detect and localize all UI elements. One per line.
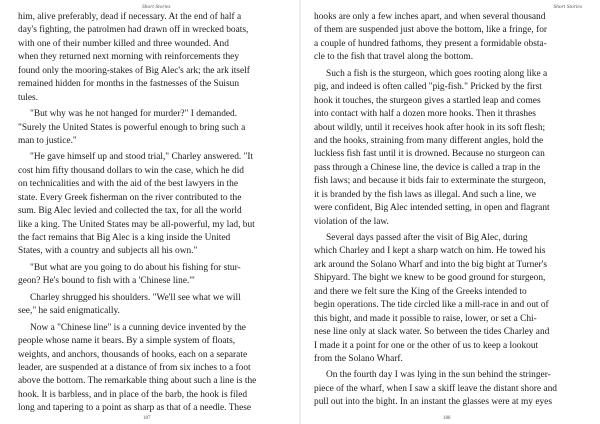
text-line: "Surely the United States is powerful enough to bring such a [18,122,246,133]
text-line: like a king. The United States may be all-powerful, my lad, but [18,219,255,230]
text-line: above the bottom. The remarkable thing about such a line is the [18,376,257,387]
paragraph [314,369,582,409]
text-line: Several days passed after the visit of Big Alec, during [326,233,528,243]
text-line: it is branded by the fish laws as illegal. And such a line, we [314,189,537,200]
text-line: on technicalities and with the aid of the best lawyers in the [18,179,238,190]
paragraph [18,11,286,105]
text-line: piece of the wharf, when I saw a skiff leave the distant shore and [314,383,557,394]
text-line: fish laws; and because it bids fair to exterminate the sturgeon, [314,176,546,187]
text-line: state. Every Greek fisherman on the river contributed to the [18,192,242,203]
text-line: him, alive preferably, dead if necessary. At the end of half a [18,12,242,22]
text-line: Now a "Chinese line" is a cunning device invented by the [30,322,246,333]
text-line: people whose name it bears. By a simple system of floats, [18,336,236,347]
text-line: see," he said enigmatically. [18,306,120,317]
text-line: were confident, Big Alec intended setting, in open and flagrant [314,203,550,214]
paragraph [18,151,286,259]
text-line: hook it touches, the sturgeon gives a startled leap and comes [314,95,541,106]
paragraph [314,68,582,229]
text-line: which Charley and I kept a sharp watch on him. He towed his [314,246,546,257]
text-line: when they returned next morning with reinforcements they [18,52,240,63]
text-line: the fact remains that Big Alec is a king inside the United [18,233,231,243]
running-head: Short Stories [142,4,171,10]
text-line: luckless fish fast until it is drowned. Because no sturgeon can [314,149,545,160]
paragraph [314,11,582,65]
right-page [300,0,600,424]
text-line: States, with a country and subjects all his own." [18,246,198,257]
text-line: I made it a point for one or the other of us to keep a lookout [314,340,539,351]
text-line: a couple of hundred fathoms, they present a formidable obsta- [314,38,547,49]
text-line: pull out into the bight. In an instant the glasses were at my eyes [314,397,552,408]
text-line: nese line only at slack water. So between the tides Charley and [314,327,550,338]
text-line: with one of their number killed and three wounded. And [18,38,229,49]
text-line: pass through a Chinese line, the device is called a trap in the [314,162,541,173]
text-line: this bight, and made it possible to raise, lower, or set a Chi- [314,313,537,324]
text-line: remained hidden for months in the fastnesses of the Suisun [18,79,240,90]
text-line: leader, are suspended at a distance of from six inches to a foot [18,362,251,373]
paragraph [18,262,286,289]
text-line: On the fourth day I was lying in the sun behind the stringer- [326,370,551,381]
text-line: man to justice." [18,135,77,146]
text-line: about wildly, until it receives hook after hook in its soft flesh; [314,122,546,133]
running-head: Short Stories [553,4,582,10]
text-line: long and tapering to a point as sharp as that of a needle. These [18,403,252,414]
text-line: Shipyard. The bight we knew to be good ground for sturgeon, [314,273,546,284]
paragraph [18,108,286,148]
text-line: sum. Big Alec levied and collected the tax, for all the world [18,206,242,217]
text-line: "But what are you going to do about his fishing for stur- [30,262,241,273]
text-line: cost him fifty thousand dollars to win the case, which he did [18,165,244,176]
text-line: into contact with half a dozen more hooks. Then it thrashes [314,109,536,120]
text-line: Charley shrugged his shoulders. "We'll see what we will [30,292,241,303]
right-page-text [314,11,582,410]
text-line: begin operations. The tide circled like a mill-race in and out of [314,300,549,311]
text-line: "He gave himself up and stood trial," Charley answered. "It [30,152,254,163]
text-line: geon? He's bound to fish with a 'Chinese line.'" [18,276,195,287]
text-line: weights, and anchors, thousands of hooks, each on a separate [18,349,248,360]
text-line: and the hooks, straining from many different angles, hold the [314,135,544,146]
text-line: of them are suspended just above the bottom, like a fringe, for [314,25,548,36]
text-line: pig, and indeed is often called "pig-fish." Pricked by the first [314,82,542,93]
left-page-text [18,11,286,416]
text-line: hook. It is barbless, and in place of the barb, the hook is filed [18,389,248,400]
page-number: 188 [443,416,451,421]
paragraph [18,322,286,416]
text-line: from the Solano Wharf. [314,353,403,364]
text-line: cle to the fish that travel along the bottom. [314,52,474,63]
text-line: ark around the Solano Wharf and into the big bight at Turner's [314,259,547,270]
page-number: 187 [143,416,151,421]
paragraph [314,232,582,366]
text-line: "But why was he not hanged for murder?" I demanded. [30,109,238,120]
text-line: tules. [18,92,39,103]
text-line: and there we felt sure the King of the Greeks intended to [314,286,527,297]
text-line: Such a fish is the sturgeon, which goes rooting along like a [326,68,548,79]
paragraph [18,292,286,319]
text-line: day's fighting, the patrolmen had drawn off in wrecked boats, [18,25,249,36]
text-line: hooks are only a few inches apart, and when several thousand [314,12,546,22]
text-line: found only the mooring-stakes of Big Alec's ark; the ark itself [18,65,250,76]
text-line: violation of the law. [314,216,389,227]
